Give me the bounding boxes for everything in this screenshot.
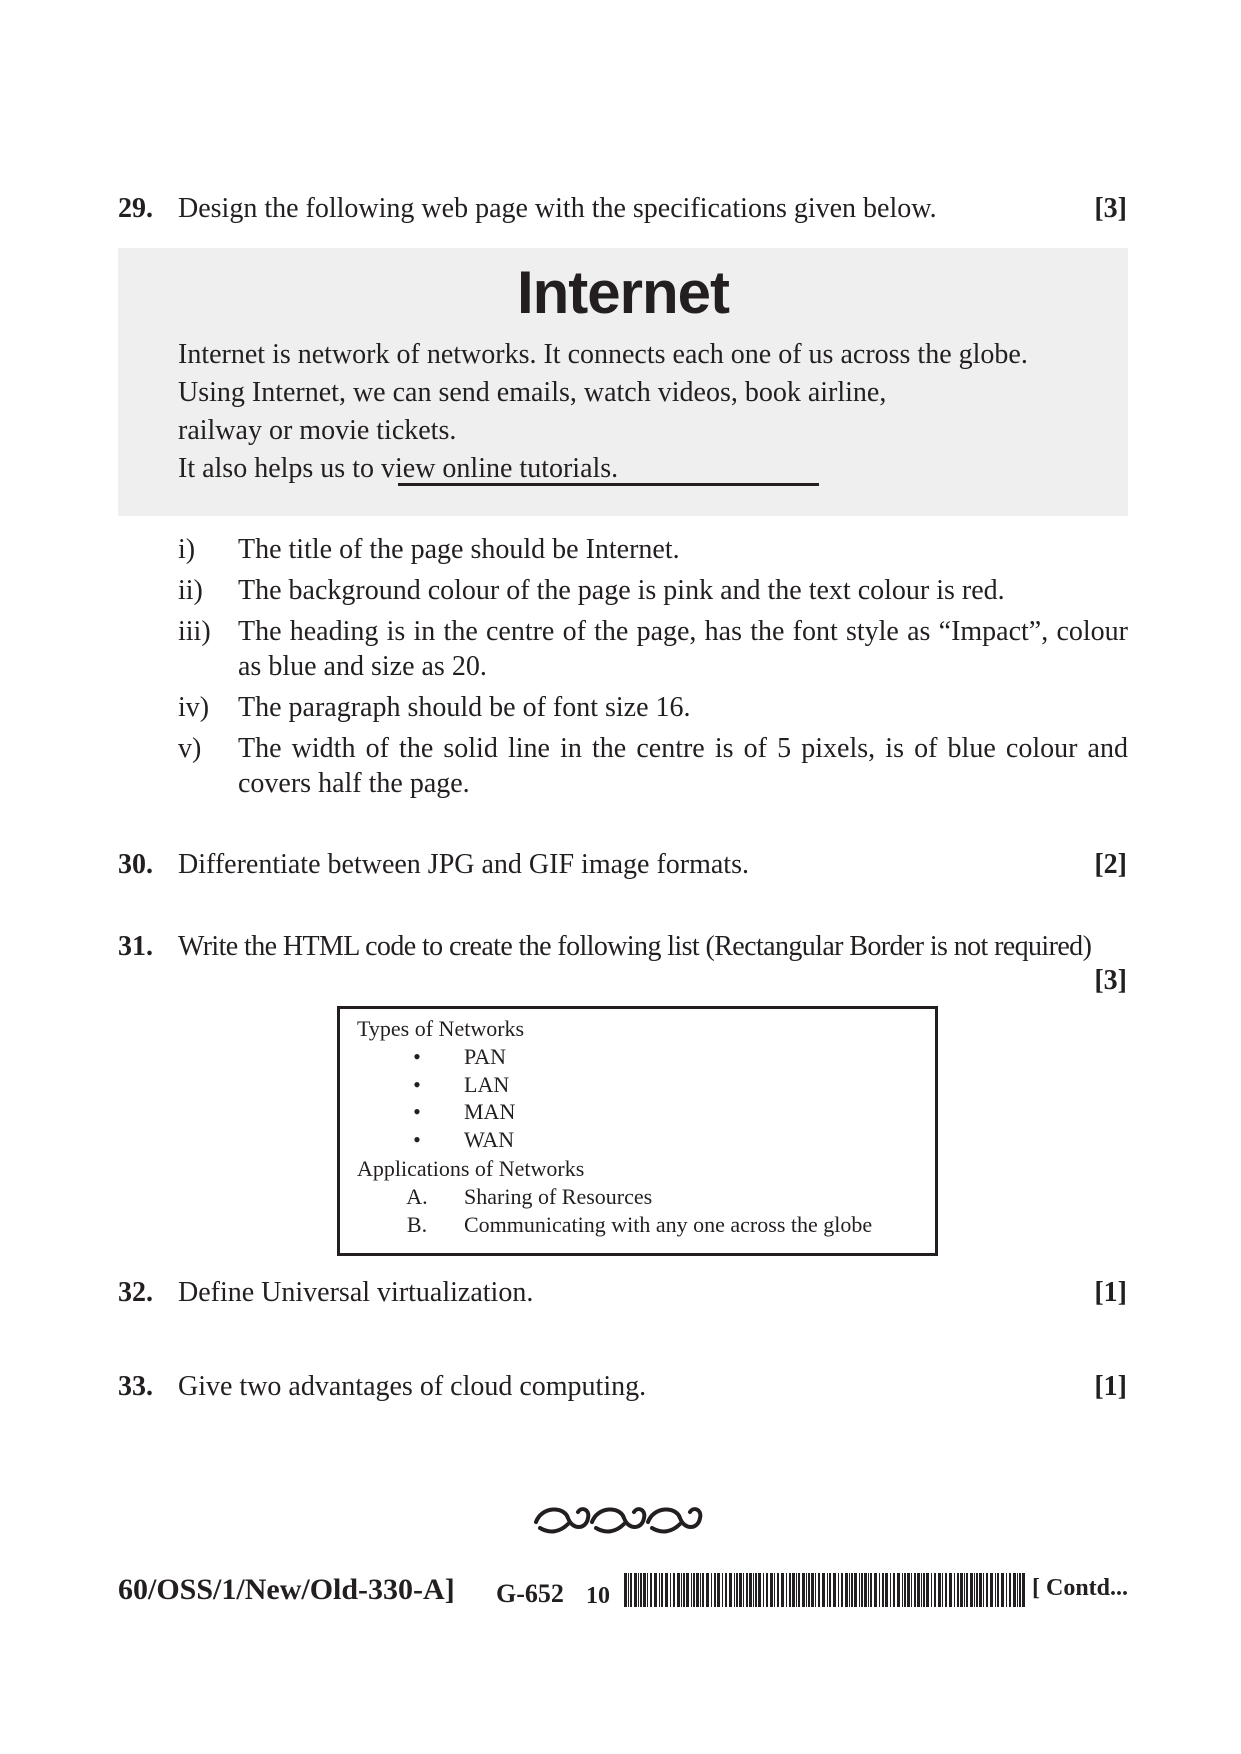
list-heading: Applications of Networks	[357, 1156, 585, 1181]
question-number: 31.	[118, 931, 153, 962]
question-marks: [2]	[1094, 849, 1127, 880]
question-number: 30.	[118, 849, 153, 880]
list-item-label: v)	[178, 733, 202, 764]
list-item-label: iii)	[178, 616, 211, 647]
list-item-label: iv)	[178, 692, 210, 723]
ordered-label: A.	[406, 1184, 428, 1209]
page-number: 10	[586, 1583, 610, 1609]
bullet-icon: •	[413, 1044, 421, 1069]
sample-line: Internet is network of networks. It connects each one of us across the globe.	[178, 339, 1028, 370]
ordered-label: B.	[406, 1212, 428, 1237]
bullet-icon: •	[413, 1099, 421, 1124]
list-item-text: The title of the page should be Internet.	[238, 534, 680, 565]
sample-line: Using Internet, we can send emails, watch videos, book airline,	[178, 377, 887, 408]
horizontal-rule	[398, 483, 819, 486]
question-text: Design the following web page with the specifications given below.	[178, 193, 937, 224]
list-item	[178, 532, 1128, 567]
sample-line: railway or movie tickets.	[178, 415, 457, 446]
sample-heading: Internet	[516, 259, 730, 326]
question-number: 32.	[118, 1277, 153, 1308]
list-heading: Types of Networks	[357, 1016, 525, 1041]
list-item	[178, 731, 1128, 801]
barcode-icon	[624, 1573, 1028, 1607]
list-item	[178, 614, 1128, 684]
bullet-icon: •	[413, 1127, 421, 1152]
specification-list	[178, 532, 1128, 807]
ornament-icon	[530, 1498, 710, 1542]
question-number: 33.	[118, 1371, 153, 1402]
network-list-box	[337, 1006, 938, 1256]
list-item	[178, 573, 1128, 608]
question-33	[118, 1370, 1127, 1404]
question-marks: [1]	[1094, 1277, 1127, 1308]
list-item-text: The background colour of the page is pink and the text colour is red.	[238, 575, 1005, 606]
sample-webpage-box	[118, 248, 1128, 516]
question-text: Give two advantages of cloud computing.	[178, 1371, 647, 1402]
bullet-icon: •	[413, 1072, 421, 1097]
list-item-text: The heading is in the centre of the page, has the font style as “Impact”, colour as blue and size as 20.	[238, 616, 1128, 682]
list-item: PAN	[464, 1044, 506, 1069]
sample-paragraph	[178, 336, 1028, 488]
list-item-label: ii)	[178, 575, 203, 606]
question-number: 29.	[118, 193, 153, 224]
list-item: MAN	[464, 1099, 516, 1124]
list-item	[178, 690, 1128, 725]
list-item: Communicating with any one across the globe	[464, 1212, 873, 1237]
question-marks: [3]	[1094, 965, 1127, 996]
question-31	[118, 930, 1127, 996]
list-item: WAN	[464, 1127, 515, 1152]
paper-code: 60/OSS/1/New/Old-330-A]	[118, 1573, 455, 1606]
question-29	[118, 192, 1127, 226]
list-item-label: i)	[178, 534, 196, 565]
list-item-text: The paragraph should be of font size 16.	[238, 692, 691, 723]
contd-label: [ Contd...	[1032, 1575, 1129, 1601]
list-item: Sharing of Resources	[464, 1184, 653, 1209]
question-32	[118, 1276, 1127, 1310]
question-text: Differentiate between JPG and GIF image formats.	[178, 849, 749, 880]
question-marks: [3]	[1094, 193, 1127, 224]
sample-line-prefix: It also helps us to	[178, 453, 381, 484]
question-30	[118, 848, 1127, 882]
sample-link[interactable]: view online tutorials.	[381, 453, 619, 484]
question-marks: [1]	[1094, 1371, 1127, 1402]
list-item-text: The width of the solid line in the centre is of 5 pixels, is of blue colour and covers half the page.	[238, 733, 1128, 799]
question-text: Define Universal virtualization.	[178, 1277, 534, 1308]
booklet-code: G-652	[496, 1579, 564, 1608]
list-item: LAN	[464, 1072, 510, 1097]
question-text: Write the HTML code to create the following list (Rectangular Border is not required)	[178, 931, 1092, 962]
